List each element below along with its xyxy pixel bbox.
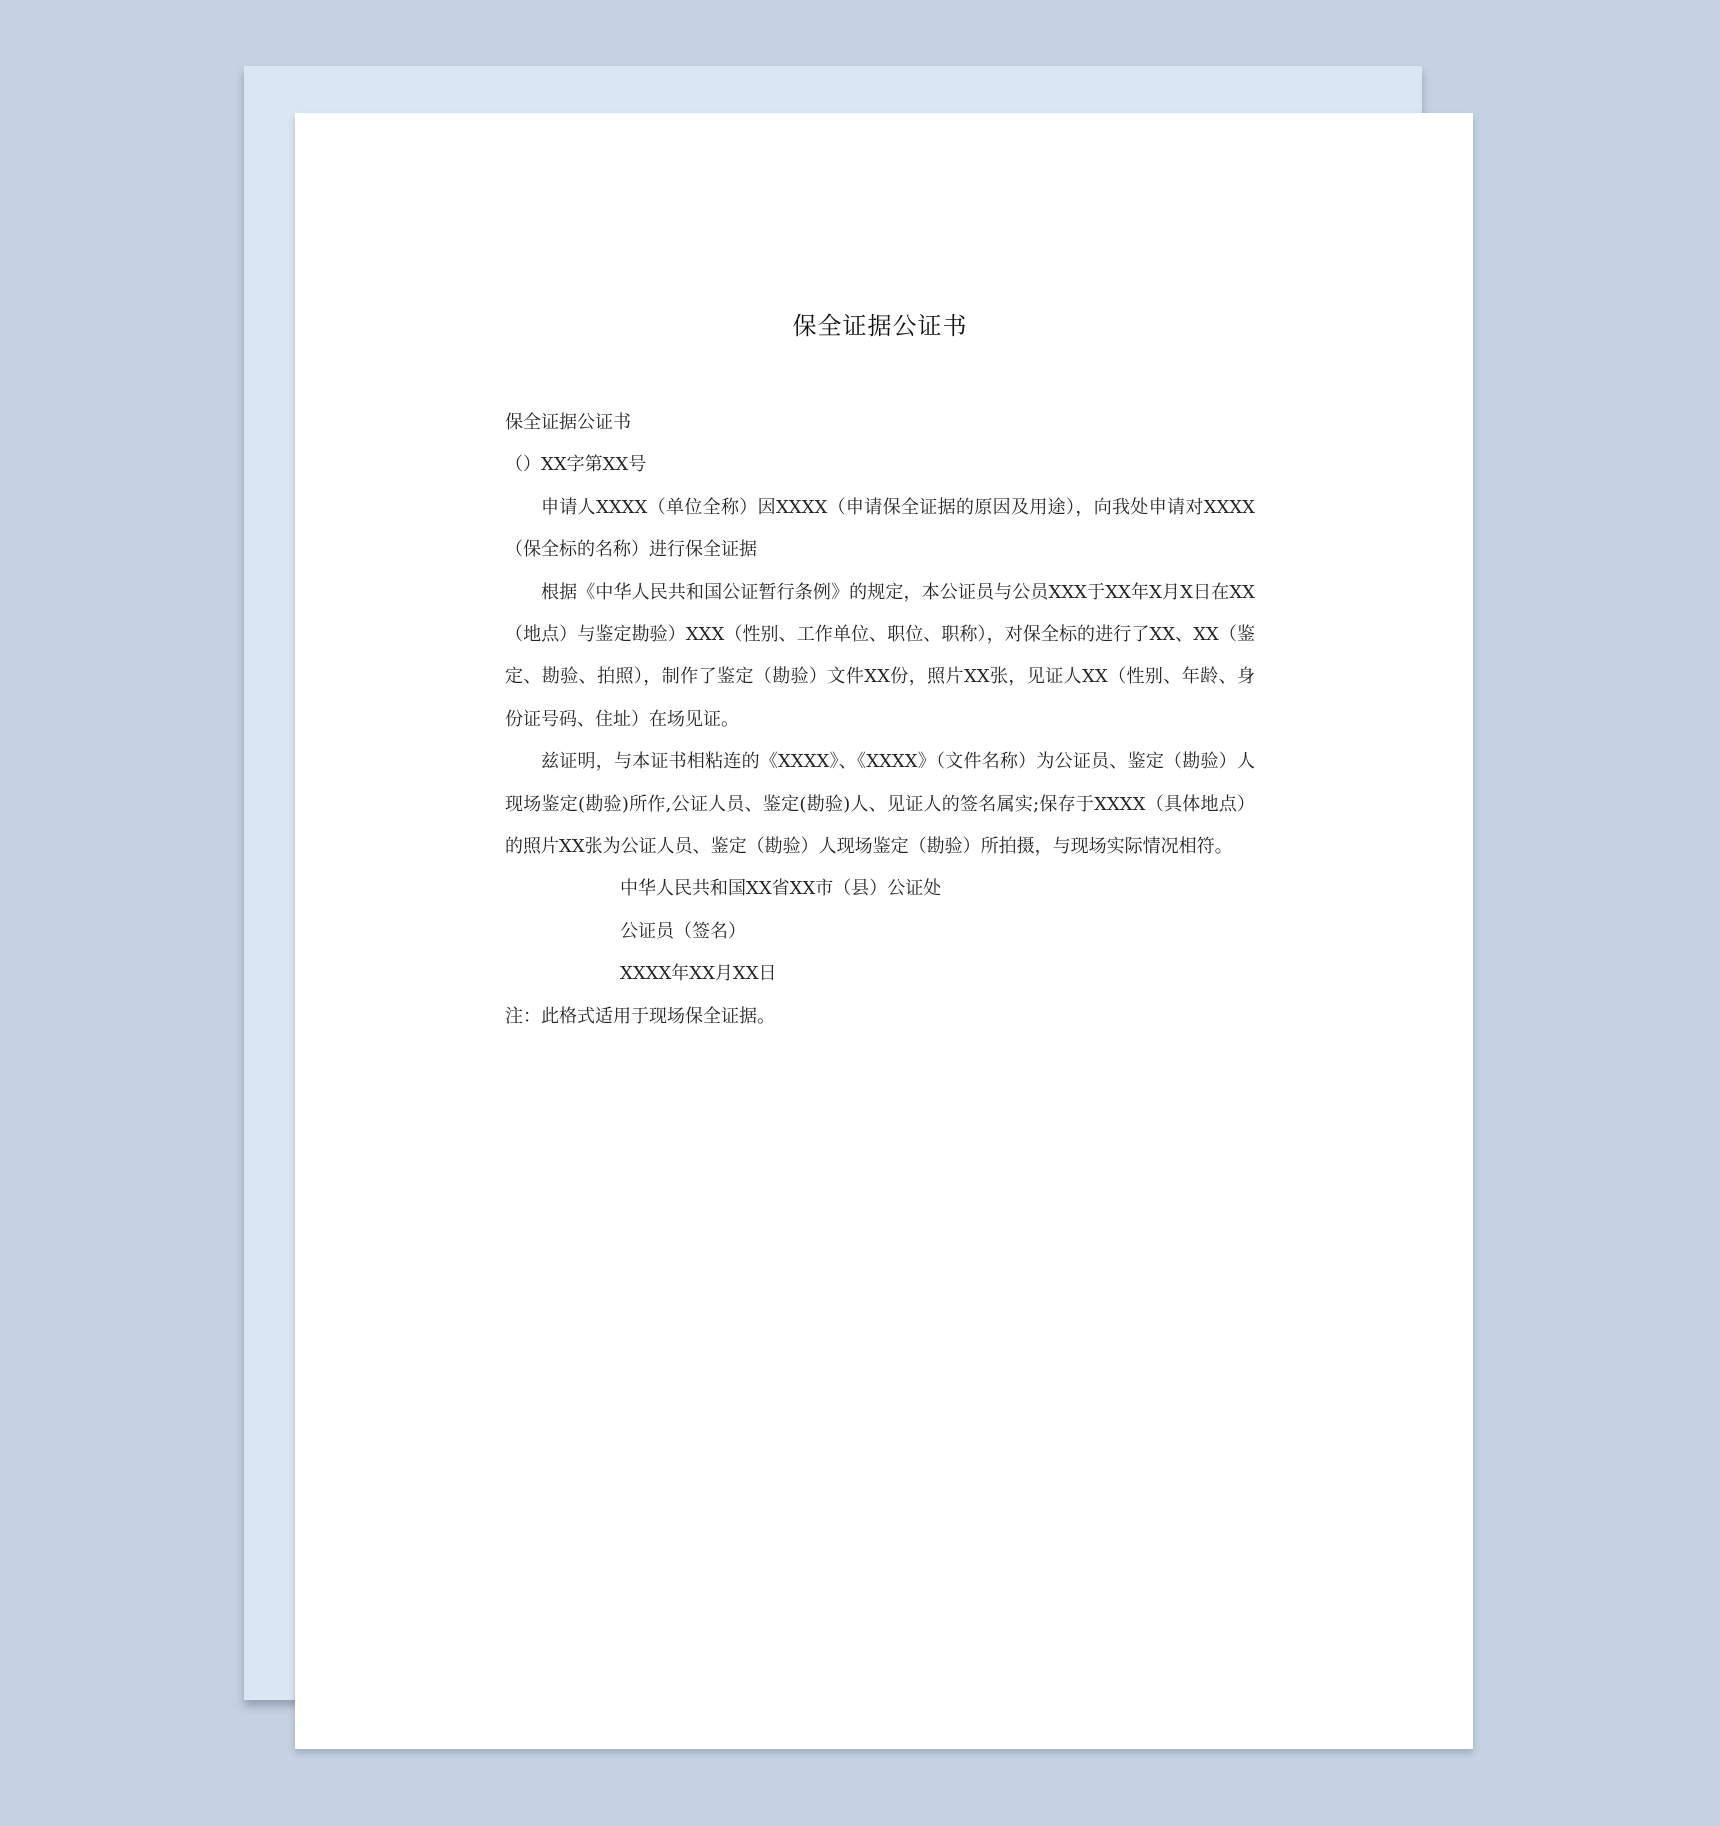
document-heading: 保全证据公证书 bbox=[505, 412, 631, 433]
document-note: 注：此格式适用于现场保全证据。 bbox=[505, 1005, 775, 1027]
document-body bbox=[505, 402, 1255, 1038]
signature-office: 中华人民共和国XX省XX市（县）公证处 bbox=[620, 878, 942, 900]
document-page bbox=[295, 113, 1473, 1749]
document-number: （）XX字第XX号 bbox=[505, 454, 647, 476]
document-title: 保全证据公证书 bbox=[792, 312, 968, 340]
signature-date: XXXX年XX月XX日 bbox=[620, 963, 777, 985]
signature-notary: 公证员（签名） bbox=[620, 920, 746, 942]
paragraph-procedure: 根据《中华人民共和国公证暂行条例》的规定，本公证员与公员XXX于XX年X月X日在XX（地点）与鉴定勘验）XXX（性别、工作单位、职位、职称），对保全标的进行了XX、XX（鉴定、勘验、拍照），制作了鉴定（勘验）文件XX份，照片XX张，见证人XX（性别、年龄、身份证号码、住址）在场见证。 bbox=[505, 581, 1255, 730]
paragraph-certification: 兹证明，与本证书相粘连的《XXXX》、《XXXX》（文件名称）为公证员、鉴定（勘验）人现场鉴定(勘验)所作,公证人员、鉴定(勘验)人、见证人的签名属实;保存于XXXX（具体地点）的照片XX张为公证人员、鉴定（勘验）人现场鉴定（勘验）所拍摄，与现场实际情况相符。 bbox=[505, 751, 1255, 858]
paragraph-application: 申请人XXXX（单位全称）因XXXX（申请保全证据的原因及用途），向我处申请对XXXX（保全标的名称）进行保全证据 bbox=[505, 496, 1255, 561]
